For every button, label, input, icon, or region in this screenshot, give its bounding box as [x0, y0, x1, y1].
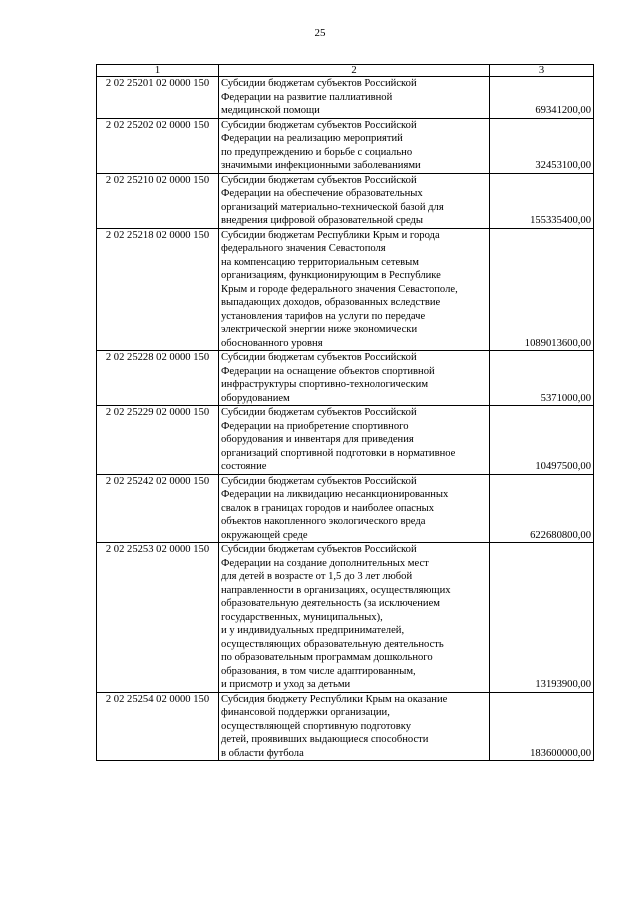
amount-cell: 13193900,00 — [490, 543, 594, 693]
table-row — [97, 406, 594, 475]
amount-cell: 1089013600,00 — [490, 228, 594, 351]
column-header-3: 3 — [490, 65, 594, 77]
description-cell: Субсидии бюджетам субъектов Российской Федерации на оснащение объектов спортивной инфраструктуры спортивно-технологическим оборудованием — [219, 351, 490, 406]
table-header-row — [97, 65, 594, 77]
page-number: 25 — [314, 27, 326, 39]
revenue-code-cell: 2 02 25253 02 0000 150 — [97, 543, 219, 693]
table-row — [97, 118, 594, 173]
amount-cell: 69341200,00 — [490, 77, 594, 119]
revenue-code-cell: 2 02 25228 02 0000 150 — [97, 351, 219, 406]
table-row — [97, 77, 594, 119]
amount-cell: 183600000,00 — [490, 692, 594, 761]
table-row — [97, 351, 594, 406]
description-cell: Субсидии бюджетам Республики Крым и города федерального значения Севастополя на компенсацию территориальным сетевым организациям, функционирующим в Республике Крым и городе федерального значения Севастополе, выпадающих доходов, образованных вследствие установления тарифов на услуги по передаче электрической энергии ниже экономически обоснованного уровня — [219, 228, 490, 351]
amount-cell: 155335400,00 — [490, 173, 594, 228]
table-row — [97, 228, 594, 351]
revenue-code-cell: 2 02 25229 02 0000 150 — [97, 406, 219, 475]
column-header-2: 2 — [219, 65, 490, 77]
table-row — [97, 692, 594, 761]
budget-revenue-table — [96, 64, 594, 761]
description-cell: Субсидии бюджетам субъектов Российской Федерации на обеспечение образовательных организаций материально-технической базой для внедрения цифровой образовательной среды — [219, 173, 490, 228]
column-header-1: 1 — [97, 65, 219, 77]
table-row — [97, 543, 594, 693]
amount-cell: 5371000,00 — [490, 351, 594, 406]
revenue-code-cell: 2 02 25201 02 0000 150 — [97, 77, 219, 119]
amount-cell: 32453100,00 — [490, 118, 594, 173]
description-cell: Субсидии бюджетам субъектов Российской Федерации на реализацию мероприятий по предупреждению и борьбе с социально значимыми инфекционными заболеваниями — [219, 118, 490, 173]
description-cell: Субсидии бюджетам субъектов Российской Федерации на ликвидацию несанкционированных свалок в границах городов и наиболее опасных объектов накопленного экологического вреда окружающей среде — [219, 474, 490, 543]
amount-cell: 622680800,00 — [490, 474, 594, 543]
table-row — [97, 173, 594, 228]
description-cell: Субсидии бюджетам субъектов Российской Федерации на приобретение спортивного оборудования и инвентаря для приведения организаций спортивной подготовки в нормативное состояние — [219, 406, 490, 475]
description-cell: Субсидии бюджетам субъектов Российской Федерации на развитие паллиативной медицинской помощи — [219, 77, 490, 119]
table-row — [97, 474, 594, 543]
revenue-code-cell: 2 02 25254 02 0000 150 — [97, 692, 219, 761]
amount-cell: 10497500,00 — [490, 406, 594, 475]
description-cell: Субсидии бюджетам субъектов Российской Федерации на создание дополнительных мест для детей в возрасте от 1,5 до 3 лет любой направленности в организациях, осуществляющих образовательную деятельность (за исключением государственных, муниципальных), и у индивидуальных предпринимателей, осуществляющих образовательную деятельность по образовательным программам дошкольного образования, в том числе адаптированным, и присмотр и уход за детьми — [219, 543, 490, 693]
revenue-code-cell: 2 02 25242 02 0000 150 — [97, 474, 219, 543]
revenue-code-cell: 2 02 25202 02 0000 150 — [97, 118, 219, 173]
description-cell: Субсидия бюджету Республики Крым на оказание финансовой поддержки организации, осуществляющей спортивную подготовку детей, проявивших выдающиеся способности в области футбола — [219, 692, 490, 761]
revenue-code-cell: 2 02 25210 02 0000 150 — [97, 173, 219, 228]
revenue-code-cell: 2 02 25218 02 0000 150 — [97, 228, 219, 351]
